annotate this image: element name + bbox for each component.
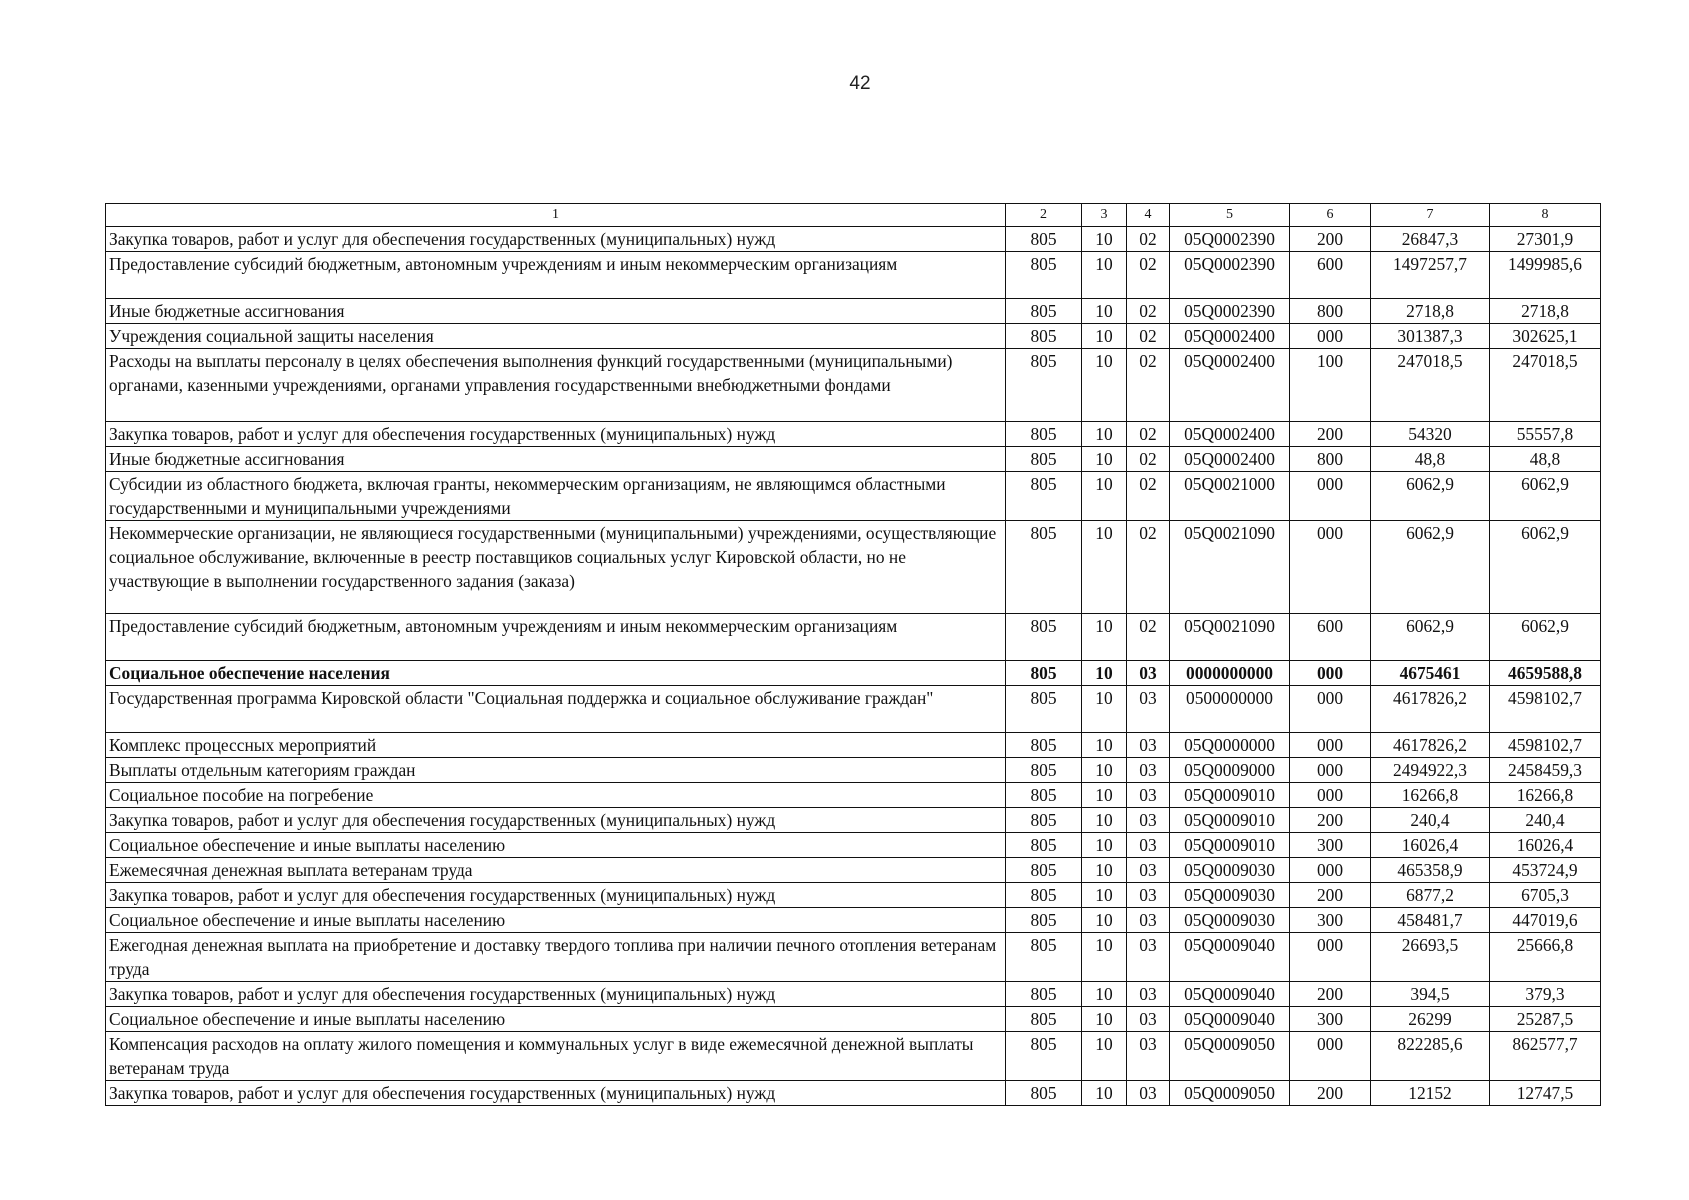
subsection-cell: 03	[1127, 933, 1170, 982]
target-article-cell: 05Q0009040	[1170, 982, 1290, 1007]
target-article-cell: 05Q0009050	[1170, 1081, 1290, 1106]
row-name-cell: Иные бюджетные ассигнования	[106, 447, 1006, 472]
amount-year1-cell: 6877,2	[1371, 883, 1490, 908]
grbs-cell: 805	[1006, 858, 1082, 883]
grbs-cell: 805	[1006, 758, 1082, 783]
amount-year2-cell: 2718,8	[1490, 299, 1601, 324]
target-article-cell: 05Q0002400	[1170, 349, 1290, 422]
amount-year1-cell: 247018,5	[1371, 349, 1490, 422]
row-name-cell: Закупка товаров, работ и услуг для обеспечения государственных (муниципальных) нужд	[106, 808, 1006, 833]
subsection-cell: 03	[1127, 1081, 1170, 1106]
column-header-3: 3	[1082, 204, 1127, 227]
amount-year2-cell: 2458459,3	[1490, 758, 1601, 783]
target-article-cell: 05Q0000000	[1170, 733, 1290, 758]
amount-year2-cell: 240,4	[1490, 808, 1601, 833]
expense-type-cell: 200	[1290, 422, 1371, 447]
grbs-cell: 805	[1006, 808, 1082, 833]
expense-type-cell: 000	[1290, 1032, 1371, 1081]
grbs-cell: 805	[1006, 1007, 1082, 1032]
subsection-cell: 03	[1127, 883, 1170, 908]
expense-type-cell: 300	[1290, 833, 1371, 858]
row-name-cell: Иные бюджетные ассигнования	[106, 299, 1006, 324]
subsection-cell: 02	[1127, 521, 1170, 614]
amount-year2-cell: 302625,1	[1490, 324, 1601, 349]
subsection-cell: 03	[1127, 908, 1170, 933]
grbs-cell: 805	[1006, 299, 1082, 324]
target-article-cell: 05Q0009030	[1170, 883, 1290, 908]
grbs-cell: 805	[1006, 614, 1082, 661]
amount-year2-cell: 6062,9	[1490, 614, 1601, 661]
table-row	[106, 758, 1601, 783]
target-article-cell: 05Q0009000	[1170, 758, 1290, 783]
section-cell: 10	[1082, 1032, 1127, 1081]
subsection-cell: 02	[1127, 447, 1170, 472]
table-body	[106, 227, 1601, 1106]
table-row	[106, 349, 1601, 422]
amount-year1-cell: 2718,8	[1371, 299, 1490, 324]
section-cell: 10	[1082, 758, 1127, 783]
target-article-cell: 05Q0021090	[1170, 521, 1290, 614]
table-row	[106, 808, 1601, 833]
row-name-cell: Социальное обеспечение и иные выплаты населению	[106, 908, 1006, 933]
amount-year1-cell: 458481,7	[1371, 908, 1490, 933]
amount-year1-cell: 26693,5	[1371, 933, 1490, 982]
row-name-cell: Субсидии из областного бюджета, включая гранты, некоммерческим организациям, не являющимся областными государственными и муниципальными учреждениями	[106, 472, 1006, 521]
table-row	[106, 1007, 1601, 1032]
subsection-cell: 03	[1127, 686, 1170, 733]
amount-year1-cell: 6062,9	[1371, 521, 1490, 614]
amount-year2-cell: 1499985,6	[1490, 252, 1601, 299]
row-name-cell: Закупка товаров, работ и услуг для обеспечения государственных (муниципальных) нужд	[106, 883, 1006, 908]
table-row	[106, 833, 1601, 858]
target-article-cell: 05Q0002390	[1170, 227, 1290, 252]
row-name-cell: Государственная программа Кировской области "Социальная поддержка и социальное обслуживание граждан"	[106, 686, 1006, 733]
subsection-cell: 03	[1127, 808, 1170, 833]
amount-year2-cell: 247018,5	[1490, 349, 1601, 422]
row-name-cell: Некоммерческие организации, не являющиеся государственными (муниципальными) учреждениями, осуществляющие социальное обслуживание, включенные в реестр поставщиков социальных услуг Кировской области, но не участвующие в выполнении государственного задания (заказа)	[106, 521, 1006, 614]
section-cell: 10	[1082, 614, 1127, 661]
grbs-cell: 805	[1006, 833, 1082, 858]
grbs-cell: 805	[1006, 422, 1082, 447]
grbs-cell: 805	[1006, 1081, 1082, 1106]
target-article-cell: 05Q0009010	[1170, 783, 1290, 808]
grbs-cell: 805	[1006, 982, 1082, 1007]
expense-type-cell: 800	[1290, 299, 1371, 324]
table-row	[106, 933, 1601, 982]
page-number: 42	[849, 73, 871, 94]
amount-year2-cell: 4598102,7	[1490, 733, 1601, 758]
subsection-cell: 02	[1127, 422, 1170, 447]
table-row	[106, 447, 1601, 472]
budget-table	[105, 203, 1601, 1106]
grbs-cell: 805	[1006, 521, 1082, 614]
subsection-cell: 03	[1127, 982, 1170, 1007]
section-cell: 10	[1082, 808, 1127, 833]
table-row	[106, 1032, 1601, 1081]
subsection-cell: 03	[1127, 1007, 1170, 1032]
amount-year1-cell: 16026,4	[1371, 833, 1490, 858]
amount-year2-cell: 16266,8	[1490, 783, 1601, 808]
expense-type-cell: 200	[1290, 808, 1371, 833]
expense-type-cell: 300	[1290, 908, 1371, 933]
column-header-1: 1	[106, 204, 1006, 227]
section-cell: 10	[1082, 472, 1127, 521]
expense-type-cell: 200	[1290, 982, 1371, 1007]
expense-type-cell: 000	[1290, 933, 1371, 982]
amount-year1-cell: 6062,9	[1371, 614, 1490, 661]
grbs-cell: 805	[1006, 252, 1082, 299]
expense-type-cell: 200	[1290, 883, 1371, 908]
section-cell: 10	[1082, 1081, 1127, 1106]
subsection-cell: 03	[1127, 858, 1170, 883]
section-cell: 10	[1082, 686, 1127, 733]
grbs-cell: 805	[1006, 908, 1082, 933]
subsection-cell: 02	[1127, 299, 1170, 324]
target-article-cell: 05Q0002400	[1170, 422, 1290, 447]
grbs-cell: 805	[1006, 324, 1082, 349]
subsection-cell: 03	[1127, 661, 1170, 686]
target-article-cell: 05Q0009010	[1170, 808, 1290, 833]
row-name-cell: Закупка товаров, работ и услуг для обеспечения государственных (муниципальных) нужд	[106, 227, 1006, 252]
subsection-cell: 02	[1127, 227, 1170, 252]
target-article-cell: 05Q0002400	[1170, 324, 1290, 349]
column-header-6: 6	[1290, 204, 1371, 227]
row-name-cell: Социальное обеспечение и иные выплаты населению	[106, 833, 1006, 858]
row-name-cell: Предоставление субсидий бюджетным, автономным учреждениям и иным некоммерческим организациям	[106, 614, 1006, 661]
amount-year1-cell: 4675461	[1371, 661, 1490, 686]
subsection-cell: 02	[1127, 472, 1170, 521]
table-row	[106, 661, 1601, 686]
section-cell: 10	[1082, 661, 1127, 686]
grbs-cell: 805	[1006, 883, 1082, 908]
table-row	[106, 614, 1601, 661]
amount-year1-cell: 12152	[1371, 1081, 1490, 1106]
row-name-cell: Ежегодная денежная выплата на приобретение и доставку твердого топлива при наличии печного отопления ветеранам труда	[106, 933, 1006, 982]
amount-year2-cell: 453724,9	[1490, 858, 1601, 883]
row-name-cell: Предоставление субсидий бюджетным, автономным учреждениям и иным некоммерческим организациям	[106, 252, 1006, 299]
section-cell: 10	[1082, 833, 1127, 858]
table-row	[106, 733, 1601, 758]
grbs-cell: 805	[1006, 733, 1082, 758]
expense-type-cell: 000	[1290, 324, 1371, 349]
section-cell: 10	[1082, 883, 1127, 908]
table-row	[106, 472, 1601, 521]
subsection-cell: 03	[1127, 758, 1170, 783]
table-row	[106, 227, 1601, 252]
grbs-cell: 805	[1006, 227, 1082, 252]
amount-year1-cell: 6062,9	[1371, 472, 1490, 521]
amount-year2-cell: 4598102,7	[1490, 686, 1601, 733]
row-name-cell: Компенсация расходов на оплату жилого помещения и коммунальных услуг в виде ежемесячной денежной выплаты ветеранам труда	[106, 1032, 1006, 1081]
grbs-cell: 805	[1006, 349, 1082, 422]
row-name-cell: Закупка товаров, работ и услуг для обеспечения государственных (муниципальных) нужд	[106, 982, 1006, 1007]
column-header-5: 5	[1170, 204, 1290, 227]
subsection-cell: 02	[1127, 614, 1170, 661]
amount-year2-cell: 447019,6	[1490, 908, 1601, 933]
amount-year2-cell: 4659588,8	[1490, 661, 1601, 686]
table-row	[106, 299, 1601, 324]
subsection-cell: 03	[1127, 733, 1170, 758]
amount-year2-cell: 25287,5	[1490, 1007, 1601, 1032]
target-article-cell: 05Q0002400	[1170, 447, 1290, 472]
amount-year2-cell: 6062,9	[1490, 472, 1601, 521]
target-article-cell: 05Q0009040	[1170, 933, 1290, 982]
column-header-4: 4	[1127, 204, 1170, 227]
target-article-cell: 0000000000	[1170, 661, 1290, 686]
table-row	[106, 783, 1601, 808]
subsection-cell: 03	[1127, 783, 1170, 808]
expense-type-cell: 000	[1290, 661, 1371, 686]
amount-year1-cell: 240,4	[1371, 808, 1490, 833]
amount-year2-cell: 48,8	[1490, 447, 1601, 472]
expense-type-cell: 300	[1290, 1007, 1371, 1032]
table-row	[106, 422, 1601, 447]
expense-type-cell: 600	[1290, 614, 1371, 661]
expense-type-cell: 000	[1290, 858, 1371, 883]
table-row	[106, 883, 1601, 908]
amount-year1-cell: 2494922,3	[1371, 758, 1490, 783]
row-name-cell: Закупка товаров, работ и услуг для обеспечения государственных (муниципальных) нужд	[106, 1081, 1006, 1106]
section-cell: 10	[1082, 783, 1127, 808]
row-name-cell: Закупка товаров, работ и услуг для обеспечения государственных (муниципальных) нужд	[106, 422, 1006, 447]
subsection-cell: 03	[1127, 1032, 1170, 1081]
expense-type-cell: 000	[1290, 733, 1371, 758]
amount-year2-cell: 12747,5	[1490, 1081, 1601, 1106]
amount-year2-cell: 6062,9	[1490, 521, 1601, 614]
section-cell: 10	[1082, 933, 1127, 982]
amount-year1-cell: 26299	[1371, 1007, 1490, 1032]
row-name-cell: Комплекс процессных мероприятий	[106, 733, 1006, 758]
grbs-cell: 805	[1006, 661, 1082, 686]
row-name-cell: Ежемесячная денежная выплата ветеранам труда	[106, 858, 1006, 883]
grbs-cell: 805	[1006, 933, 1082, 982]
target-article-cell: 05Q0021090	[1170, 614, 1290, 661]
column-header-7: 7	[1371, 204, 1490, 227]
amount-year1-cell: 16266,8	[1371, 783, 1490, 808]
target-article-cell: 05Q0009030	[1170, 908, 1290, 933]
table-row	[106, 686, 1601, 733]
table-row	[106, 908, 1601, 933]
target-article-cell: 05Q0002390	[1170, 299, 1290, 324]
section-cell: 10	[1082, 422, 1127, 447]
amount-year1-cell: 54320	[1371, 422, 1490, 447]
amount-year2-cell: 27301,9	[1490, 227, 1601, 252]
table-row	[106, 982, 1601, 1007]
target-article-cell: 05Q0009030	[1170, 858, 1290, 883]
table-row	[106, 324, 1601, 349]
expense-type-cell: 800	[1290, 447, 1371, 472]
grbs-cell: 805	[1006, 783, 1082, 808]
column-header-2: 2	[1006, 204, 1082, 227]
amount-year1-cell: 4617826,2	[1371, 686, 1490, 733]
section-cell: 10	[1082, 908, 1127, 933]
section-cell: 10	[1082, 521, 1127, 614]
table-row	[106, 858, 1601, 883]
section-cell: 10	[1082, 858, 1127, 883]
section-cell: 10	[1082, 299, 1127, 324]
grbs-cell: 805	[1006, 447, 1082, 472]
expense-type-cell: 100	[1290, 349, 1371, 422]
table-row	[106, 521, 1601, 614]
amount-year1-cell: 4617826,2	[1371, 733, 1490, 758]
amount-year2-cell: 6705,3	[1490, 883, 1601, 908]
amount-year2-cell: 55557,8	[1490, 422, 1601, 447]
grbs-cell: 805	[1006, 1032, 1082, 1081]
target-article-cell: 05Q0021000	[1170, 472, 1290, 521]
target-article-cell: 05Q0002390	[1170, 252, 1290, 299]
section-cell: 10	[1082, 733, 1127, 758]
row-name-cell: Учреждения социальной защиты населения	[106, 324, 1006, 349]
subsection-cell: 02	[1127, 252, 1170, 299]
expense-type-cell: 200	[1290, 227, 1371, 252]
expense-type-cell: 600	[1290, 252, 1371, 299]
amount-year1-cell: 465358,9	[1371, 858, 1490, 883]
expense-type-cell: 200	[1290, 1081, 1371, 1106]
amount-year2-cell: 25666,8	[1490, 933, 1601, 982]
subsection-cell: 02	[1127, 324, 1170, 349]
table-row	[106, 252, 1601, 299]
section-cell: 10	[1082, 324, 1127, 349]
section-cell: 10	[1082, 1007, 1127, 1032]
grbs-cell: 805	[1006, 472, 1082, 521]
section-cell: 10	[1082, 447, 1127, 472]
section-cell: 10	[1082, 349, 1127, 422]
row-name-cell: Социальное обеспечение и иные выплаты населению	[106, 1007, 1006, 1032]
target-article-cell: 05Q0009040	[1170, 1007, 1290, 1032]
section-cell: 10	[1082, 252, 1127, 299]
expense-type-cell: 000	[1290, 521, 1371, 614]
expense-type-cell: 000	[1290, 783, 1371, 808]
row-name-cell: Социальное пособие на погребение	[106, 783, 1006, 808]
grbs-cell: 805	[1006, 686, 1082, 733]
amount-year1-cell: 394,5	[1371, 982, 1490, 1007]
expense-type-cell: 000	[1290, 686, 1371, 733]
section-cell: 10	[1082, 982, 1127, 1007]
column-header-8: 8	[1490, 204, 1601, 227]
row-name-cell: Социальное обеспечение населения	[106, 661, 1006, 686]
amount-year1-cell: 48,8	[1371, 447, 1490, 472]
target-article-cell: 05Q0009010	[1170, 833, 1290, 858]
amount-year2-cell: 862577,7	[1490, 1032, 1601, 1081]
subsection-cell: 02	[1127, 349, 1170, 422]
amount-year1-cell: 301387,3	[1371, 324, 1490, 349]
row-name-cell: Выплаты отдельным категориям граждан	[106, 758, 1006, 783]
subsection-cell: 03	[1127, 833, 1170, 858]
amount-year2-cell: 379,3	[1490, 982, 1601, 1007]
expense-type-cell: 000	[1290, 758, 1371, 783]
section-cell: 10	[1082, 227, 1127, 252]
target-article-cell: 0500000000	[1170, 686, 1290, 733]
table-header-row	[106, 204, 1601, 227]
amount-year2-cell: 16026,4	[1490, 833, 1601, 858]
target-article-cell: 05Q0009050	[1170, 1032, 1290, 1081]
table-row	[106, 1081, 1601, 1106]
amount-year1-cell: 822285,6	[1371, 1032, 1490, 1081]
amount-year1-cell: 26847,3	[1371, 227, 1490, 252]
expense-type-cell: 000	[1290, 472, 1371, 521]
row-name-cell: Расходы на выплаты персоналу в целях обеспечения выполнения функций государственными (муниципальными) органами, казенными учреждениями, органами управления государственными внебюджетными фондами	[106, 349, 1006, 422]
amount-year1-cell: 1497257,7	[1371, 252, 1490, 299]
